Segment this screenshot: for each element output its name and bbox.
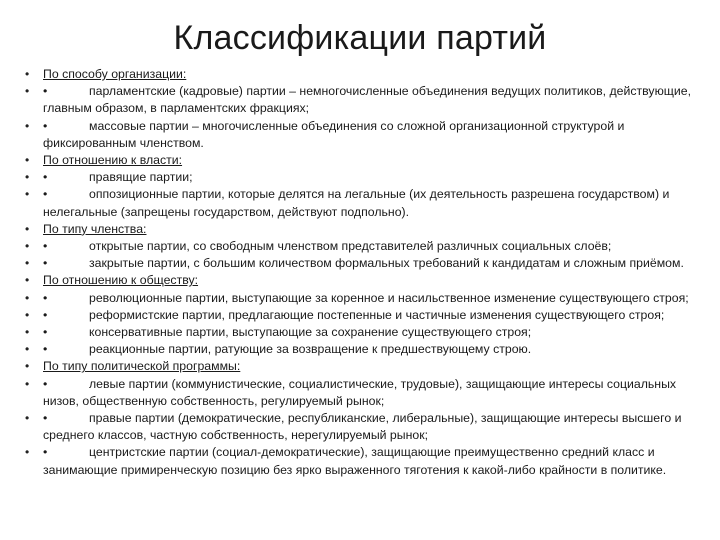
section-heading: По типу политической программы: <box>43 359 241 374</box>
inner-bullet-icon: • <box>43 290 48 305</box>
inner-bullet-icon: • <box>43 256 48 271</box>
inner-bullet-icon: • <box>43 342 48 357</box>
item-text: революционные партии, выступающие за коренное и насильственное изменение существующего строя; <box>89 290 689 305</box>
item-text: открытые партии, со свободным членством представителей различных социальных слоёв; <box>89 239 612 254</box>
classification-list <box>0 66 720 479</box>
item-text: оппозиционные партии, которые делятся на легальные (их деятельность разрешена государством) и нелегальные (запрещены государством, действуют подпольно). <box>43 187 670 219</box>
list-item <box>0 169 720 186</box>
bullet-icon: • <box>25 307 30 322</box>
bullet-icon: • <box>25 84 30 99</box>
list-item <box>0 307 720 324</box>
list-item <box>0 221 720 238</box>
page-title: Классификации партий <box>173 19 547 57</box>
bullet-icon: • <box>25 376 30 391</box>
section-heading: По типу членства: <box>43 221 147 236</box>
list-item <box>0 152 720 169</box>
list-item <box>0 255 720 272</box>
list-item <box>0 444 720 478</box>
bullet-icon: • <box>25 153 30 168</box>
inner-bullet-icon: • <box>43 325 48 340</box>
list-item <box>0 410 720 444</box>
bullet-icon: • <box>25 239 30 254</box>
list-item <box>0 66 720 83</box>
bullet-icon: • <box>25 359 30 374</box>
list-item <box>0 186 720 220</box>
inner-bullet-icon: • <box>43 445 48 460</box>
bullet-icon: • <box>25 187 30 202</box>
list-item <box>0 290 720 307</box>
bullet-icon: • <box>25 221 30 236</box>
bullet-icon: • <box>25 325 30 340</box>
item-text: консервативные партии, выступающие за сохранение существующего строя; <box>89 325 532 340</box>
list-item <box>0 238 720 255</box>
list-item <box>0 324 720 341</box>
item-text: парламентские (кадровые) партии – немногочисленные объединения ведущих политиков, действующие, главным образом, в парламентских фракциях; <box>43 84 692 116</box>
item-text: левые партии (коммунистические, социалистические, трудовые), защищающие интересы социальных низов, общественную собственность, регулируемый рынок; <box>43 376 677 408</box>
item-text: массовые партии – многочисленные объединения со сложной организационной структурой и фиксированным членством. <box>43 118 625 150</box>
inner-bullet-icon: • <box>43 411 48 426</box>
list-item <box>0 118 720 152</box>
section-heading: По способу организации: <box>43 67 187 81</box>
bullet-icon: • <box>25 273 30 288</box>
bullet-icon: • <box>25 170 30 185</box>
bullet-icon: • <box>25 67 30 81</box>
list-item <box>0 376 720 410</box>
inner-bullet-icon: • <box>43 376 48 391</box>
bullet-icon: • <box>25 118 30 133</box>
inner-bullet-icon: • <box>43 307 48 322</box>
item-text: правые партии (демократические, республиканские, либеральные), защищающие интересы высшего и среднего классов, частную собственность, нерегулируемый рынок; <box>43 411 682 443</box>
section-heading: По отношению к обществу: <box>43 273 199 288</box>
item-text: реформистские партии, предлагающие постепенные и частичные изменения существующего строя; <box>89 307 665 322</box>
inner-bullet-icon: • <box>43 187 48 202</box>
list-item <box>0 358 720 375</box>
bullet-icon: • <box>25 411 30 426</box>
item-text: правящие партии; <box>89 170 193 185</box>
inner-bullet-icon: • <box>43 84 48 99</box>
bullet-icon: • <box>25 256 30 271</box>
inner-bullet-icon: • <box>43 239 48 254</box>
item-text: реакционные партии, ратующие за возвращение к предшествующему строю. <box>89 342 532 357</box>
bullet-icon: • <box>25 445 30 460</box>
item-text: центристские партии (социал-демократические), защищающие преимущественно средний класс и занимающие примиренческую позицию без ярко выраженного тяготения к какой-либо крайности в политике. <box>43 445 667 477</box>
list-item <box>0 272 720 289</box>
list-item <box>0 341 720 358</box>
inner-bullet-icon: • <box>43 170 48 185</box>
list-item <box>0 83 720 117</box>
bullet-icon: • <box>25 342 30 357</box>
item-text: закрытые партии, с большим количеством формальных требований к кандидатам и сложным приёмом. <box>89 256 684 271</box>
bullet-icon: • <box>25 290 30 305</box>
section-heading: По отношению к власти: <box>43 153 183 168</box>
inner-bullet-icon: • <box>43 118 48 133</box>
